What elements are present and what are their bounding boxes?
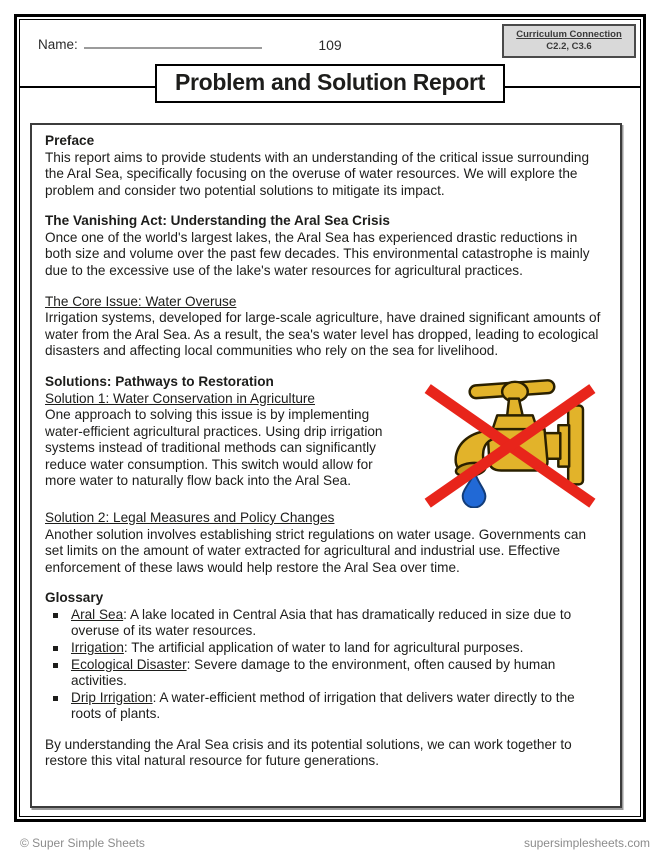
solution2-heading: Solution 2: Legal Measures and Policy Changes bbox=[45, 509, 335, 525]
glossary-item-drip-irrigation bbox=[45, 690, 607, 723]
glossary-definition: : The artificial application of water to land for agricultural purposes. bbox=[123, 639, 524, 655]
section-vanishing-act bbox=[45, 213, 607, 279]
curriculum-connection-title: Curriculum Connection bbox=[516, 29, 622, 40]
preface-body: This report aims to provide students with an understanding of the critical issue surrounding the Aral Sea, specifically focusing on the overuse of water resources. We will explore the problem and consider two potential solutions to mitigate its impact. bbox=[45, 149, 590, 198]
section-core-issue bbox=[45, 294, 607, 360]
square-bullet-icon bbox=[53, 646, 58, 651]
glossary-item-aral-sea bbox=[45, 607, 607, 640]
report-content-box bbox=[30, 123, 622, 808]
vanishing-act-heading: The Vanishing Act: Understanding the Aral Sea Crisis bbox=[45, 213, 390, 229]
page-title: Problem and Solution Report bbox=[155, 64, 505, 103]
core-issue-body: Irrigation systems, developed for large-scale agriculture, have drained significant amounts of water from the Aral Sea. As a result, the sea's water level has dropped, leading to ecological disasters and affecting local communities who rely on the sea for livelihood. bbox=[45, 310, 601, 359]
title-band bbox=[20, 64, 640, 110]
glossary-definition: : A water-efficient method of irrigation that delivers water directly to the roots of plants. bbox=[71, 689, 575, 722]
glossary-heading: Glossary bbox=[45, 590, 104, 606]
square-bullet-icon bbox=[53, 613, 58, 618]
glossary-term: Drip Irrigation bbox=[71, 689, 153, 705]
name-label: Name: bbox=[38, 37, 78, 52]
page-inner-border bbox=[19, 19, 641, 817]
glossary-definition: : Severe damage to the environment, often caused by human activities. bbox=[71, 656, 556, 689]
solution1-heading: Solution 1: Water Conservation in Agriculture bbox=[45, 390, 315, 406]
glossary-item-ecological-disaster bbox=[45, 657, 607, 690]
solutions-heading: Solutions: Pathways to Restoration bbox=[45, 373, 274, 389]
solution1-body: One approach to solving this issue is by implementing water-efficient agricultural practices. Using drip irrigation systems instead of traditional methods can significantly reduce water consumption. This switch would allow for more water to naturally flow back into the Aral Sea. bbox=[45, 407, 383, 489]
website-link[interactable]: supersimplesheets.com bbox=[523, 836, 650, 850]
glossary-term: Ecological Disaster bbox=[71, 656, 187, 672]
solution2-body: Another solution involves establishing strict regulations on water usage. Governments can set limits on the amount of water extracted for agricultural and industrial use. Effective enforcement of these laws would help restore the Aral Sea over time. bbox=[45, 526, 587, 575]
section-solution2 bbox=[45, 510, 607, 576]
curriculum-connection-badge bbox=[502, 24, 636, 58]
page-frame bbox=[14, 14, 646, 822]
name-field-group bbox=[38, 36, 262, 52]
section-glossary bbox=[45, 590, 607, 723]
closing-paragraph: By understanding the Aral Sea crisis and its potential solutions, we can work together to restore this vital natural resource for future generations. bbox=[45, 736, 572, 769]
vanishing-act-body: Once one of the world's largest lakes, the Aral Sea has experienced drastic reductions in both size and volume over the past few decades. This environmental catastrophe is mainly due to the excessive use of the lake's water resources for agricultural practices. bbox=[45, 229, 590, 279]
square-bullet-icon bbox=[53, 663, 58, 668]
glossary-term: Aral Sea bbox=[71, 606, 124, 622]
preface-heading: Preface bbox=[45, 133, 95, 148]
glossary-term: Irrigation bbox=[71, 639, 124, 655]
curriculum-connection-codes: C2.2, C3.6 bbox=[546, 41, 592, 52]
page-footer bbox=[20, 836, 650, 850]
section-closing bbox=[45, 737, 607, 770]
glossary-definition: : A lake located in Central Asia that has dramatically reduced in size due to overuse of its water resources. bbox=[71, 606, 572, 639]
square-bullet-icon bbox=[53, 696, 58, 701]
name-blank-line[interactable] bbox=[84, 36, 262, 49]
glossary-item-irrigation bbox=[45, 640, 607, 657]
core-issue-heading: The Core Issue: Water Overuse bbox=[45, 293, 237, 309]
section-preface bbox=[45, 133, 607, 199]
page-number: 109 bbox=[318, 37, 342, 53]
copyright-text: © Super Simple Sheets bbox=[20, 836, 145, 850]
section-solutions bbox=[45, 374, 607, 490]
crossed-out-faucet-illustration bbox=[417, 370, 607, 508]
